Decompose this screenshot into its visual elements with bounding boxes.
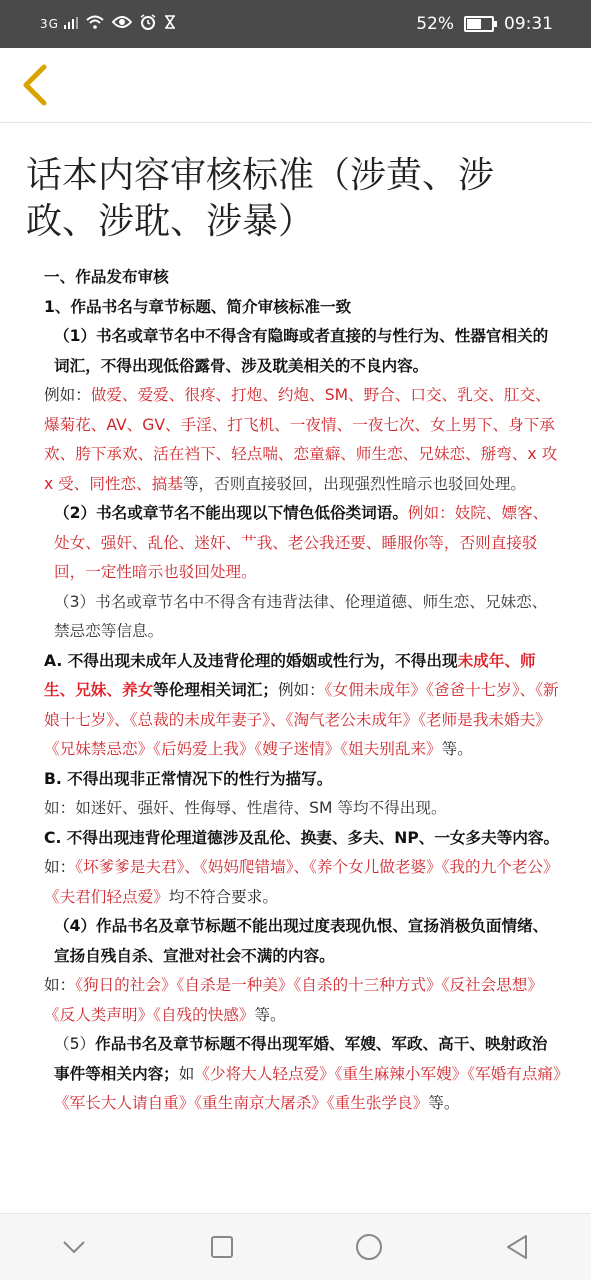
paragraph-1-example: [44, 381, 561, 499]
chevron-left-icon: [20, 64, 48, 106]
wifi-icon: [86, 15, 104, 33]
p4-label: 如：: [44, 976, 76, 994]
paragraph-C: [44, 853, 561, 912]
p5-label: 如: [178, 1064, 195, 1083]
paragraph-3: （3）书名或章节名中不得含有违背法律、伦理道德、师生恋、兄妹恋、禁忌恋等信息。: [54, 592, 548, 640]
p5-red: 《少将大人轻点爱》《重生麻辣小军嫂》《军婚有点痛》《军长大人请自重》《重生南京大屠杀》《重生张学良》: [54, 1064, 561, 1112]
status-right: [416, 14, 553, 34]
pC-tail: 均不符合要求。: [168, 887, 278, 906]
article-body: [44, 263, 561, 1119]
home-button[interactable]: [339, 1222, 399, 1272]
p4-red: 《狗日的社会》《自杀是一种美》《自杀的十三种方式》《反社会思想》《反人类声明》《自残的快感》: [44, 976, 544, 1024]
paragraph-4-heading: （4）作品书名及章节标题不能出现过度表现仇恨、宣扬消极负面情绪、宣扬自残自杀、宣泄对社会不满的内容。: [54, 917, 549, 965]
back-nav-button[interactable]: [487, 1222, 547, 1272]
page-title: 话本内容审核标准（涉黄、涉政、涉耽、涉暴）: [26, 155, 495, 242]
signal-icon: [40, 17, 78, 31]
status-left: [40, 14, 176, 34]
pC-label: 如：: [44, 858, 76, 876]
status-bar: [0, 0, 591, 48]
p4-tail: 等。: [254, 1005, 286, 1024]
system-nav-bar: [0, 1213, 591, 1280]
hide-nav-button[interactable]: [44, 1222, 104, 1272]
alarm-icon: [140, 14, 156, 34]
pA-label: 例如：: [277, 681, 325, 699]
section-heading: 一、作品发布审核: [44, 268, 169, 286]
paragraph-4: [44, 971, 561, 1030]
subsection-heading: 1、作品书名与章节标题、简介审核标准一致: [44, 297, 352, 316]
paragraph-2: [44, 499, 561, 588]
battery-fill: [467, 19, 481, 29]
p5-bold: 作品书名及章节标题不得出现军婚、军嫂、军政、高干、映射政治事件等相关内容；: [54, 1035, 548, 1083]
p1-ex-tail: 等，否则直接驳回，出现强烈性暗示也驳回处理。: [182, 474, 527, 493]
pC-red: 《坏爹爹是夫君》、《妈妈爬错墙》、《养个女儿做老婆》《我的九个老公》《夫君们轻点爱》: [44, 858, 559, 906]
p5-lead: （5）: [54, 1035, 96, 1053]
hourglass-icon: [164, 15, 176, 33]
paragraph-5: [44, 1030, 561, 1119]
circle-icon: [355, 1233, 383, 1261]
paragraph-C-heading: C. 不得出现违背伦理道德涉及乱伦、换妻、多夫、NP、一女多夫等内容。: [44, 828, 560, 847]
square-icon: [210, 1235, 234, 1259]
chevron-down-icon: [62, 1240, 86, 1254]
p1-text: （1）书名或章节名中不得含有隐晦或者直接的与性行为、性器官相关的词汇，不得出现低俗露骨、涉及耽美相关的不良内容。: [54, 327, 549, 375]
battery-charging-icon: [464, 16, 494, 32]
recent-apps-button[interactable]: [192, 1222, 252, 1272]
pA-tail: 等。: [441, 740, 473, 758]
paragraph-1: [44, 322, 561, 381]
pA-redb: 未成年、师生、兄妹、养女: [44, 651, 536, 699]
paragraph-B: 如：如迷奸、强奸、性侮辱、性虐待、SM 等均不得出现。: [44, 799, 447, 817]
top-nav-bar: [0, 48, 591, 123]
clock: 09:31: [504, 14, 553, 34]
p1-ex-red: 做爱、爱爱、很疼、打炮、约炮、SM、野合、口交、乳交、肛交、爆菊花、AV、GV、手淫、打飞机、一夜情、一夜七次、女上男下、身下承欢、胯下承欢、活在裆下、轻点喘、恋童癖、师生恋、兄妹恋、掰弯、x 攻 x 受、同性恋、搞基: [44, 386, 558, 493]
eye-icon: [112, 15, 132, 33]
signal-label: 3G: [40, 17, 59, 31]
triangle-back-icon: [505, 1234, 529, 1260]
paragraph-A: [44, 647, 561, 765]
back-button[interactable]: [14, 62, 54, 108]
p2-red: 例如：妓院、嫖客、处女、强奸、乱伦、迷奸、艹我、老公我还要、睡服你等，否则直接驳回，一定性暗示也驳回处理。: [54, 504, 549, 581]
p5-tail: 等。: [428, 1094, 460, 1112]
article-content[interactable]: [0, 123, 591, 1213]
p1-ex-label: 例如：: [44, 386, 91, 404]
pA-bold2: 等伦理相关词汇；: [153, 681, 278, 699]
battery-percent: 52%: [416, 14, 454, 34]
paragraph-B-heading: B. 不得出现非正常情况下的性行为描写。: [44, 769, 333, 788]
pA-bold1: A. 不得出现未成年人及违背伦理的婚姻或性行为，不得出现: [44, 651, 458, 670]
pA-red: 《女佣未成年》《爸爸十七岁》、《新娘十七岁》、《总裁的未成年妻子》、《淘气老公未成年》《老师是我未婚夫》《兄妹禁忌恋》《后妈爱上我》《嫂子迷情》《姐夫别乱来》: [44, 681, 559, 758]
p2-bold: （2）书名或章节名不能出现以下情色低俗类词语。: [54, 504, 408, 522]
